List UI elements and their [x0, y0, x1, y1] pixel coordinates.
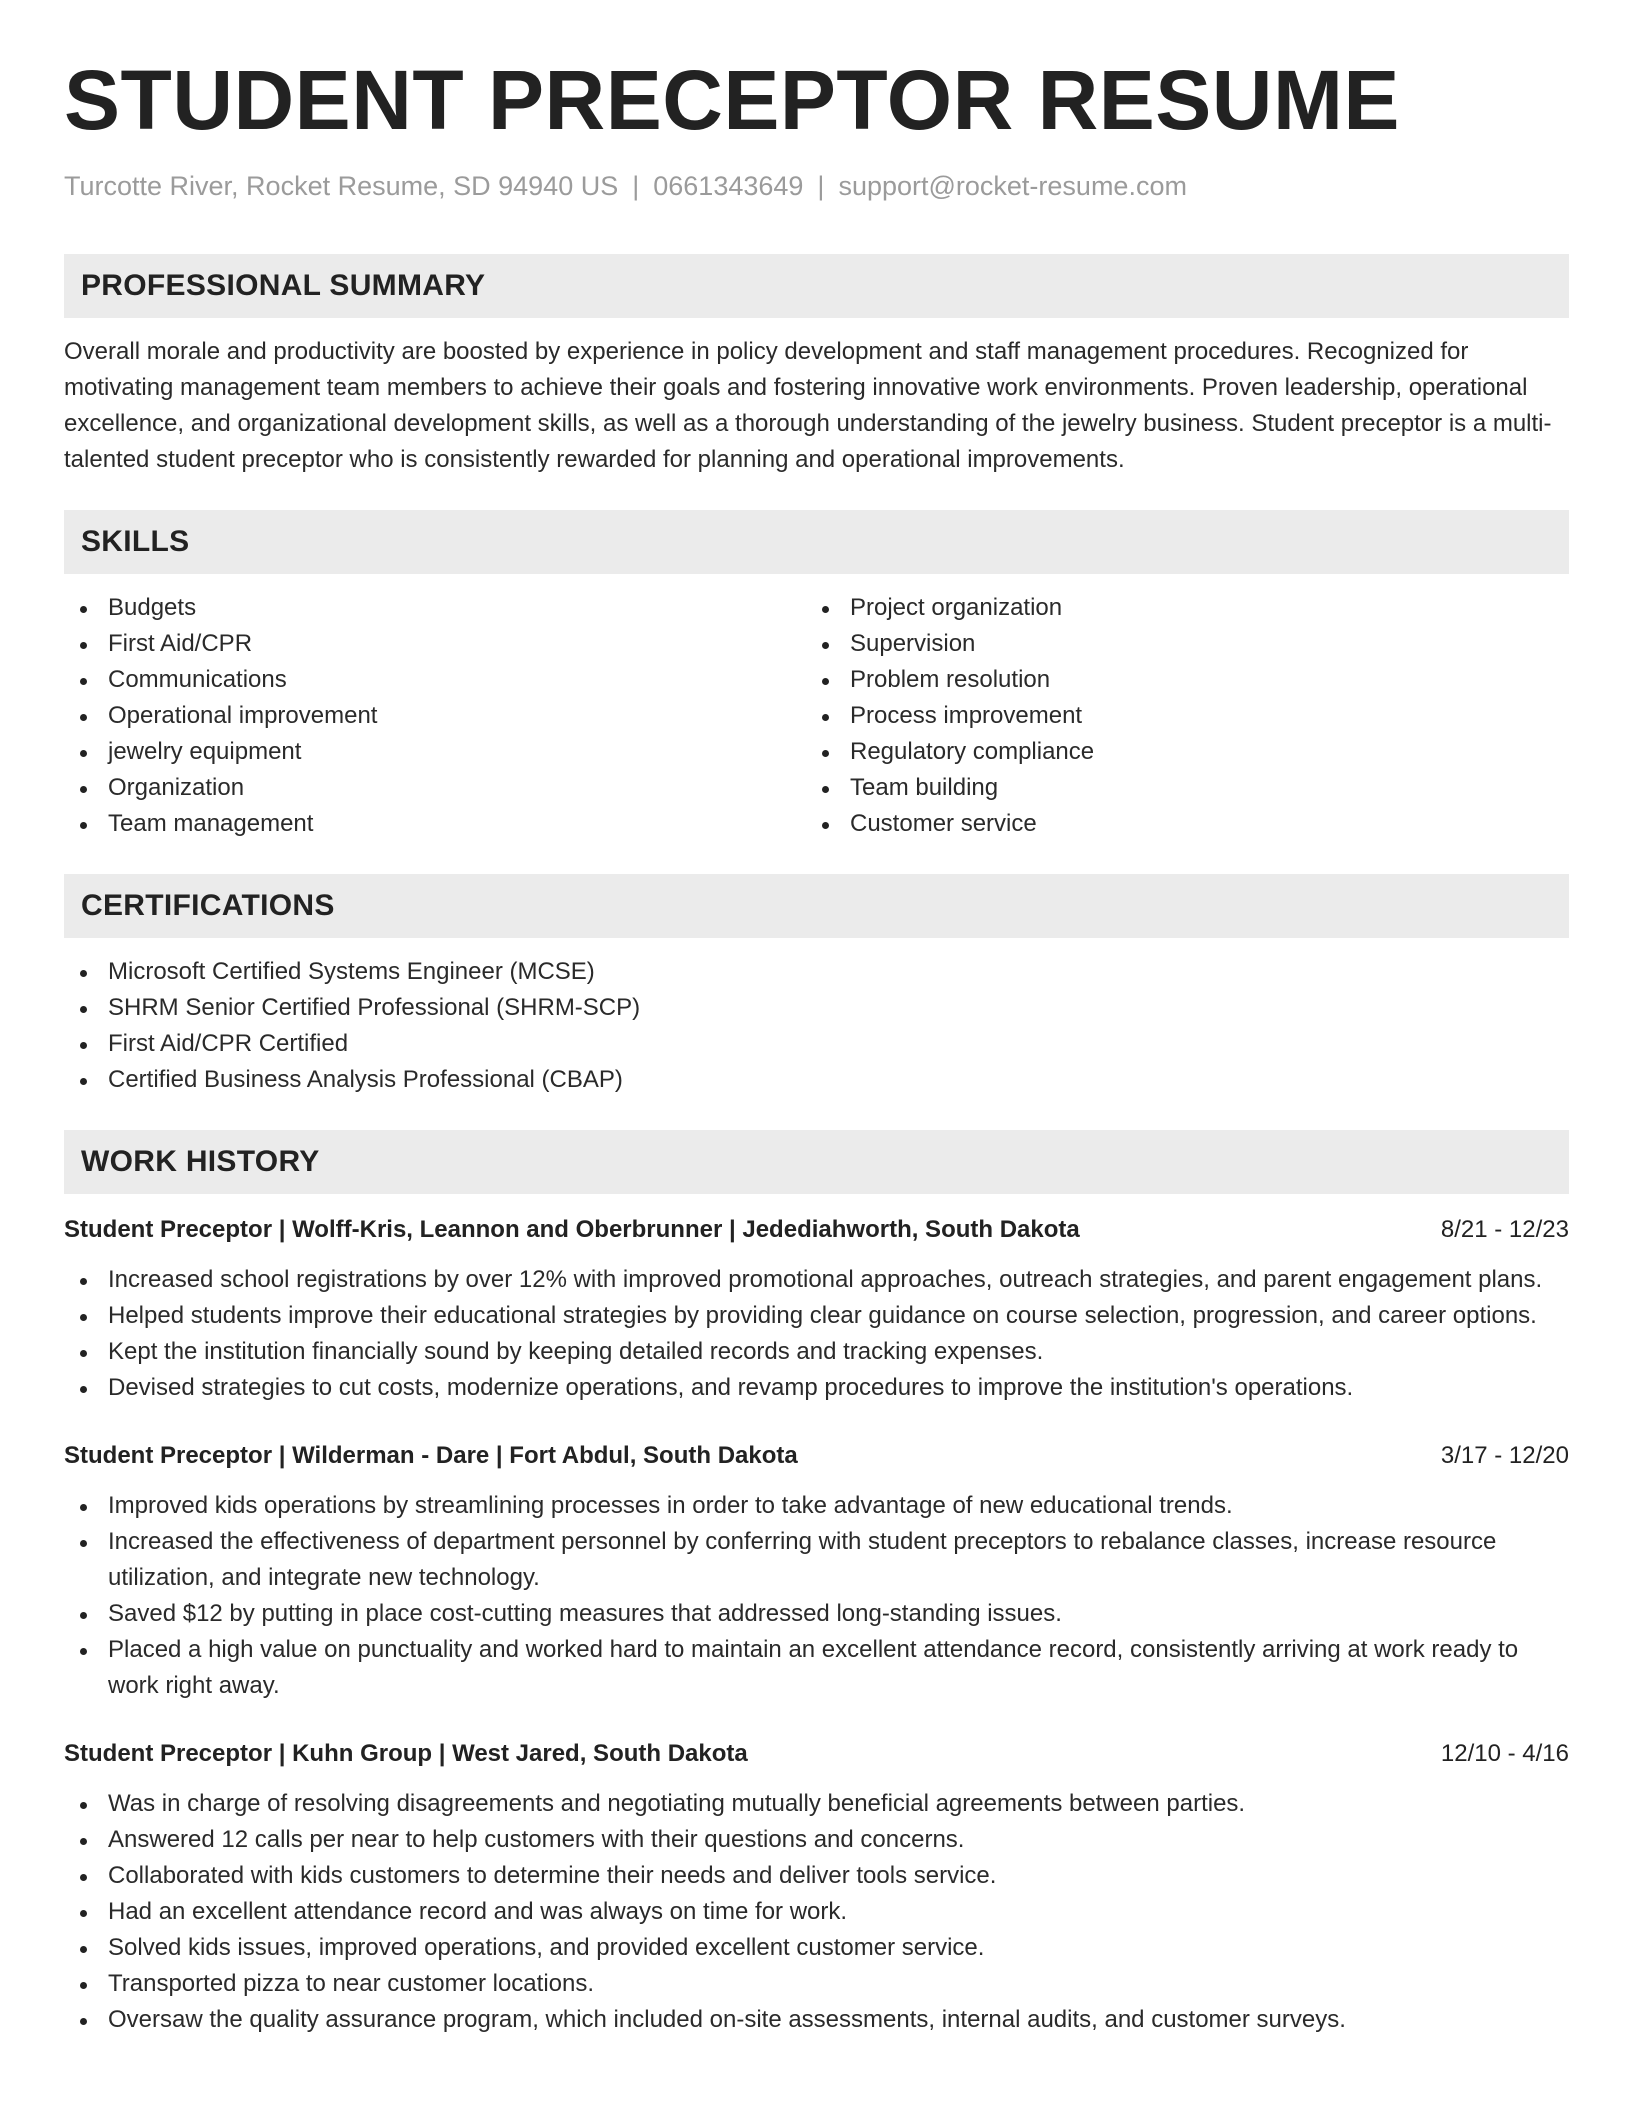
job-entry	[64, 1214, 1569, 1406]
skill-item: Customer service	[806, 806, 1548, 842]
job-title: Student Preceptor | Kuhn Group | West Jared, South Dakota	[64, 1740, 748, 1768]
job-bullet: Oversaw the quality assurance program, which included on-site assessments, internal audits, and customer surveys.	[64, 2002, 1569, 2038]
job-dates: 3/17 - 12/20	[1440, 1442, 1569, 1470]
job-header	[64, 1440, 1569, 1472]
certification-item: First Aid/CPR Certified	[64, 1026, 1569, 1062]
job-bullet: Helped students improve their educational strategies by providing clear guidance on course selection, progression, and career options.	[64, 1298, 1569, 1334]
job-bullet: Answered 12 calls per near to help customers with their questions and concerns.	[64, 1822, 1569, 1858]
resume-title: STUDENT PRECEPTOR RESUME	[64, 53, 1400, 147]
summary-text: Overall morale and productivity are boosted by experience in policy development and staff management procedures. Recognized for motivating management team members to achieve their goals and fostering innovative work environments. Proven leadership, operational excellence, and organizational development skills, as well as a thorough understanding of the jewelry business. Student preceptor is a multi-talented student preceptor who is consistently rewarded for planning and operational improvements.	[64, 338, 1552, 474]
skill-item: Process improvement	[806, 698, 1548, 734]
skills-heading: SKILLS	[64, 510, 1569, 574]
skills-list	[64, 590, 1569, 842]
job-header	[64, 1738, 1569, 1770]
job-entry	[64, 1440, 1569, 1704]
job-bullet: Collaborated with kids customers to determine their needs and deliver tools service.	[64, 1858, 1569, 1894]
skill-item: Team building	[806, 770, 1548, 806]
job-bullet: Increased the effectiveness of department personnel by conferring with student preceptors to rebalance classes, increase resource utilization, and integrate new technology.	[64, 1524, 1569, 1596]
skill-item: Problem resolution	[806, 662, 1548, 698]
job-bullet: Improved kids operations by streamlining processes in order to take advantage of new educational trends.	[64, 1488, 1569, 1524]
job-bullet: Was in charge of resolving disagreements and negotiating mutually beneficial agreements between parties.	[64, 1786, 1569, 1822]
contact-separator: |	[632, 171, 640, 201]
job-bullet: Increased school registrations by over 12% with improved promotional approaches, outreach strategies, and parent engagement plans.	[64, 1262, 1569, 1298]
skills-column-right	[806, 590, 1548, 842]
certification-item: Microsoft Certified Systems Engineer (MCSE)	[64, 954, 1569, 990]
job-bullet: Saved $12 by putting in place cost-cutting measures that addressed long-standing issues.	[64, 1596, 1569, 1632]
skill-item: Regulatory compliance	[806, 734, 1548, 770]
skill-item: jewelry equipment	[64, 734, 806, 770]
job-title: Student Preceptor | Wolff-Kris, Leannon and Oberbrunner | Jedediahworth, South Dakota	[64, 1216, 1080, 1244]
job-bullet: Solved kids issues, improved operations, and provided excellent customer service.	[64, 1930, 1569, 1966]
contact-line	[64, 170, 1569, 202]
skill-item: Budgets	[64, 590, 806, 626]
job-header	[64, 1214, 1569, 1246]
contact-phone: 0661343649	[653, 171, 804, 201]
contact-separator: |	[817, 171, 825, 201]
job-bullet: Had an excellent attendance record and was always on time for work.	[64, 1894, 1569, 1930]
contact-email: support@rocket-resume.com	[838, 171, 1187, 201]
skill-item: First Aid/CPR	[64, 626, 806, 662]
job-bullet: Devised strategies to cut costs, modernize operations, and revamp procedures to improve the institution's operations.	[64, 1370, 1569, 1406]
job-bullet: Transported pizza to near customer locations.	[64, 1966, 1569, 2002]
certifications-list	[64, 954, 1569, 1098]
job-bullets	[64, 1786, 1569, 2038]
job-dates: 12/10 - 4/16	[1440, 1740, 1569, 1768]
skill-item: Supervision	[806, 626, 1548, 662]
summary-heading: PROFESSIONAL SUMMARY	[64, 254, 1569, 318]
job-bullet: Placed a high value on punctuality and worked hard to maintain an excellent attendance record, consistently arriving at work ready to work right away.	[64, 1632, 1569, 1704]
job-bullets	[64, 1488, 1569, 1704]
job-entry	[64, 1738, 1569, 2038]
job-bullet: Kept the institution financially sound by keeping detailed records and tracking expenses.	[64, 1334, 1569, 1370]
contact-address: Turcotte River, Rocket Resume, SD 94940 US	[64, 171, 619, 201]
skill-item: Project organization	[806, 590, 1548, 626]
job-bullets	[64, 1262, 1569, 1406]
skills-column-left	[64, 590, 806, 842]
skill-item: Communications	[64, 662, 806, 698]
skill-item: Operational improvement	[64, 698, 806, 734]
certifications-heading: CERTIFICATIONS	[64, 874, 1569, 938]
work-history-heading: WORK HISTORY	[64, 1130, 1569, 1194]
skill-item: Team management	[64, 806, 806, 842]
job-title: Student Preceptor | Wilderman - Dare | Fort Abdul, South Dakota	[64, 1442, 798, 1470]
skill-item: Organization	[64, 770, 806, 806]
certification-item: Certified Business Analysis Professional (CBAP)	[64, 1062, 1569, 1098]
certification-item: SHRM Senior Certified Professional (SHRM-SCP)	[64, 990, 1569, 1026]
job-dates: 8/21 - 12/23	[1440, 1216, 1569, 1244]
